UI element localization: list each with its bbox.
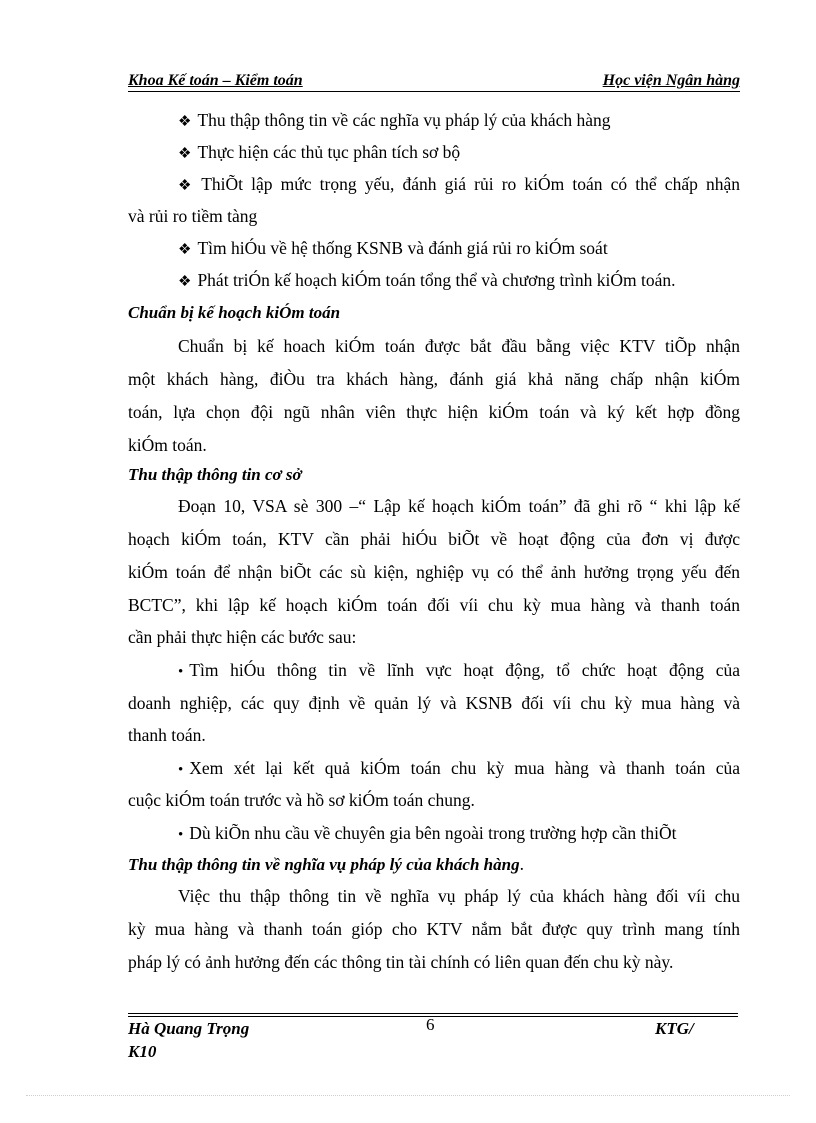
footer-rule [128, 1013, 738, 1014]
paragraph-line: Việc thu thập thông tin về nghĩa vụ pháp lý của khách hàng đối víi chu [178, 886, 740, 906]
bullet-item: ❖ ThiÕt lập mức trọng yếu, đánh giá rủi ro kiÓm toán có thể chấp nhận [178, 174, 740, 194]
footer-author: Hà Quang Trọng [128, 1019, 250, 1038]
page-bottom-divider [26, 1095, 790, 1096]
paragraph-line: kỳ mua hàng và thanh toán gióp cho KTV nắm bắt được quy trình mang tính [128, 919, 740, 939]
dot-item: • Dù kiÕn nhu cầu về chuyên gia bên ngoài trong trường hợp cần thiÕt [178, 823, 677, 843]
paragraph-line: một khách hàng, điÒu tra khách hàng, đánh giá khả năng chấp nhận kiÓm [128, 369, 740, 389]
header-rule [128, 91, 740, 92]
diamond-bullet-icon: ❖ [178, 114, 192, 130]
diamond-bullet-icon: ❖ [178, 242, 192, 258]
diamond-bullet-icon: ❖ [178, 274, 192, 290]
paragraph-line: pháp lý có ảnh hưởng đến các thông tin tài chính có liên quan đến chu kỳ này. [128, 952, 674, 972]
bullet-item: ❖ Thực hiện các thủ tục phân tích sơ bộ [178, 142, 461, 162]
section-heading-planning: Chuẩn bị kế hoạch kiÓm toán [128, 303, 341, 322]
dot-item: • Xem xét lại kết quả kiÓm toán chu kỳ mua hàng và thanh toán của [178, 758, 740, 778]
paragraph-line: cần phải thực hiện các bước sau: [128, 627, 357, 647]
dot-bullet-icon: • [178, 664, 184, 680]
dot-item: • Tìm hiÓu thông tin về lĩnh vực hoạt động, tổ chức hoạt động của [178, 660, 740, 680]
paragraph-line: thanh toán. [128, 725, 206, 745]
paragraph-line: kiÓm toán. [128, 435, 207, 455]
diamond-bullet-icon: ❖ [178, 178, 196, 194]
page-number: 6 [426, 1015, 435, 1034]
footer-class: K10 [128, 1042, 157, 1061]
page-header [128, 72, 740, 92]
bullet-item: ❖ Phát triÓn kế hoạch kiÓm toán tổng thể và chương trình kiÓm toán. [178, 270, 676, 290]
dot-bullet-icon: • [178, 827, 184, 843]
section-heading-basic-info: Thu thập thông tin cơ sở [128, 465, 302, 484]
paragraph-line: BCTC”, khi lập kế hoạch kiÓm toán đối víi chu kỳ mua hàng và thanh toán [128, 595, 740, 615]
bullet-continuation: và rủi ro tiềm tàng [128, 206, 258, 226]
section-heading-legal-info: Thu thập thông tin về nghĩa vụ pháp lý của khách hàng. [128, 854, 524, 874]
paragraph-line: cuộc kiÓm toán trước và hồ sơ kiÓm toán chung. [128, 790, 475, 810]
paragraph-line: toán, lựa chọn đội ngũ nhân viên thực hiện kiÓm toán và ký kết hợp đồng [128, 402, 740, 422]
dot-bullet-icon: • [178, 762, 184, 778]
paragraph-line: Chuẩn bị kế hoach kiÓm toán được bắt đầu bằng việc KTV tiÕp nhận [178, 336, 740, 356]
bullet-item: ❖ Thu thập thông tin về các nghĩa vụ pháp lý của khách hàng [178, 110, 611, 130]
footer-right: KTG/ [655, 1019, 694, 1038]
paragraph-line: Đoạn 10, VSA sè 300 –“ Lập kế hoạch kiÓm toán” đã ghi rõ “ khi lập kế [178, 496, 740, 516]
header-faculty: Khoa Kế toán – Kiểm toán [128, 72, 303, 89]
paragraph-line: kiÓm toán để nhận biÕt các sù kiện, nghiệp vụ có thể ảnh hưởng trọng yếu đến [128, 562, 740, 582]
diamond-bullet-icon: ❖ [178, 146, 192, 162]
paragraph-line: hoạch kiÓm toán, KTV cần phải hiÓu biÕt về hoạt động của đơn vị được [128, 529, 740, 549]
header-institution: Học viện Ngân hàng [602, 72, 740, 89]
paragraph-line: doanh nghiệp, các quy định về quản lý và KSNB đối víi chu kỳ mua hàng và [128, 693, 740, 713]
bullet-item: ❖ Tìm hiÓu về hệ thống KSNB và đánh giá rủi ro kiÓm soát [178, 238, 608, 258]
